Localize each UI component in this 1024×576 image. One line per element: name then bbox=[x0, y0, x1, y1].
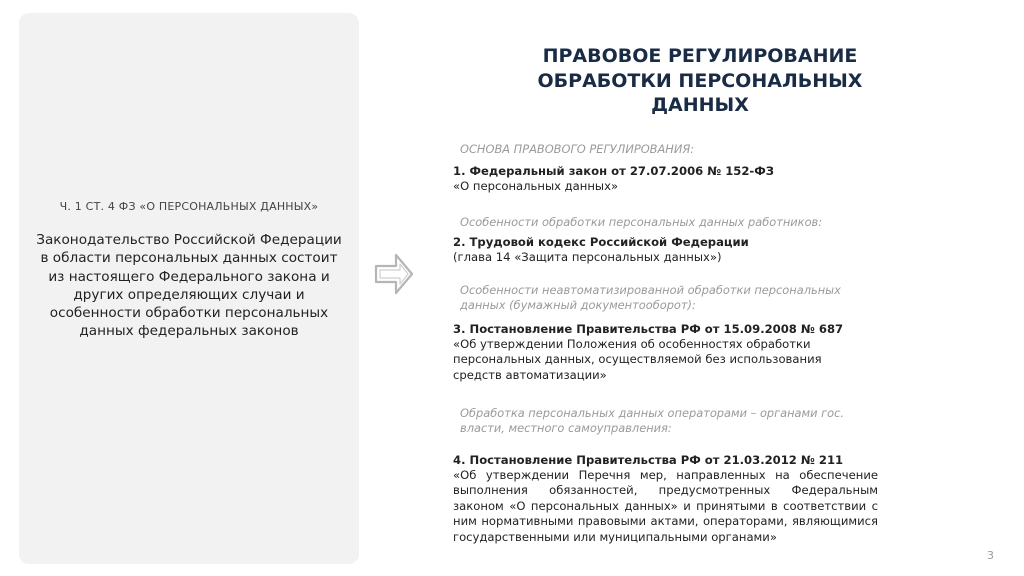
section-1-title: 1. Федеральный закон от 27.07.2006 № 152-ФЗ bbox=[453, 164, 774, 178]
section-4-body: «Об утверждении Перечня мер, направленных на обеспечение выполнения обязанностей, предусмотренных Федеральным законом «О персональных данных» и принятыми в соответствии с ним нормативными правовыми актами, операторами, являющимися государственными или муниципальными органами» bbox=[453, 468, 878, 544]
left-caption: Ч. 1 СТ. 4 ФЗ «О ПЕРСОНАЛЬНЫХ ДАННЫХ» bbox=[59, 200, 319, 213]
section-1-body: «О персональных данных» bbox=[453, 179, 619, 193]
section-2-body: (глава 14 «Защита персональных данных») bbox=[453, 250, 722, 264]
section-4-subhead: Обработка персональных данных операторами – органами гос. власти, местного самоуправления: bbox=[460, 406, 844, 435]
section-3-title: 3. Постановление Правительства РФ от 15.09.2008 № 687 bbox=[453, 322, 844, 336]
section-4-title: 4. Постановление Правительства РФ от 21.03.2012 № 211 bbox=[453, 453, 844, 467]
left-text: Законодательство Российской Федерации в области персональных данных состоит из настоящего Федерального закона и других определяющих случаи и особенности обработки персональных данных федеральных законов bbox=[36, 232, 342, 340]
right-arrow-icon bbox=[374, 252, 414, 296]
section-2-subhead: Особенности обработки персональных данных работников: bbox=[460, 215, 823, 229]
left-panel bbox=[19, 13, 359, 564]
section-3 bbox=[453, 322, 868, 383]
page-number: 3 bbox=[987, 549, 994, 562]
section-4 bbox=[453, 453, 878, 545]
section-3-body: «Об утверждении Положения об особенностях обработки персональных данных, осуществляемой без использования средств автоматизации» bbox=[453, 337, 822, 382]
section-3-subhead: Особенности неавтоматизированной обработки персональных данных (бумажный документооборот): bbox=[460, 283, 841, 312]
section-2-title: 2. Трудовой кодекс Российской Федерации bbox=[453, 235, 749, 249]
section-1 bbox=[453, 164, 878, 194]
section-2 bbox=[453, 235, 878, 265]
section-1-subhead: ОСНОВА ПРАВОВОГО РЕГУЛИРОВАНИЯ: bbox=[460, 142, 695, 156]
page-title: ПРАВОВОЕ РЕГУЛИРОВАНИЕ ОБРАБОТКИ ПЕРСОНАЛЬНЫХ ДАННЫХ bbox=[537, 45, 863, 116]
